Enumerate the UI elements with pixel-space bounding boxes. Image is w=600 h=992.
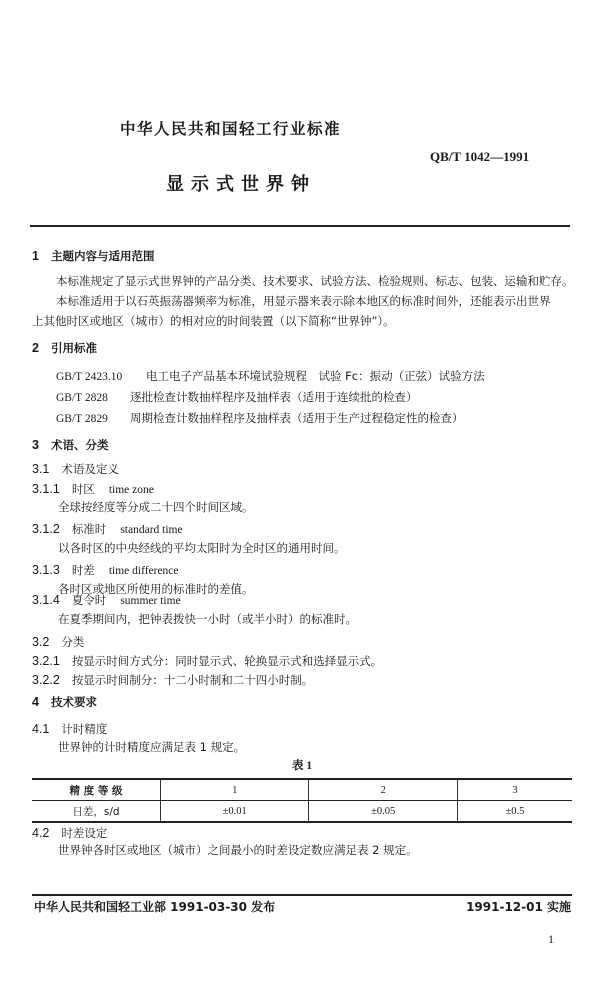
table-cell: 日差，s/d [32,801,161,823]
accuracy-table [32,778,572,823]
issuing-body-header: 中华人民共和国轻工行业标准 [120,120,342,138]
section-4-1-text: 世界钟的计时精度应满足表 1 规定。 [58,740,246,754]
table-caption: 表 1 [292,760,313,772]
section-1-para-1: 本标准规定了显示式世界钟的产品分类、技术要求、试验方法、检验规则、标志、包装、运输和贮存。 [56,274,574,288]
page-number: 1 [548,932,554,946]
document-title: 显示式世界钟 [166,174,316,195]
term-definition: 各时区或地区所使用的标准时的差值。 [58,582,254,596]
section-3-2-heading: 3.2 分类 [32,635,85,649]
table-header-cell: 2 [309,779,457,801]
effective-date: 1991-12-01 实施 [466,900,571,914]
standard-code: QB/T 1042—1991 [430,149,530,164]
section-4-2-heading: 4.2 时差设定 [32,826,108,840]
section-3-2-1: 3.2.1 按显示时间方式分：同时显示式、轮换显示式和选择显示式。 [32,654,383,668]
reference-item: GB/T 2829 周期检查计数抽样程序及抽样表（适用于生产过程稳定性的检查） [56,411,464,425]
reference-item: GB/T 2828 逐批检查计数抽样程序及抽样表（适用于连续批的检查） [56,390,418,404]
term-definition: 以各时区的中央经线的平均太阳时为全时区的通用时间。 [58,541,346,555]
section-3-1-heading: 3.1 术语及定义 [32,462,119,476]
footer-rule [32,894,572,896]
section-4-heading: 4 技术要求 [32,695,97,709]
term-definition: 在夏季期间内，把钟表拨快一小时（或半小时）的标准时。 [58,612,357,626]
section-1-para-2: 本标准适用于以石英振荡器频率为标准，用显示器来表示除本地区的标准时间外，还能表示出世界 [56,294,551,308]
table-cell: ±0.05 [309,801,457,823]
table-header-row [32,779,572,801]
reference-item: GB/T 2423.10 电工电子产品基本环境试验规程 试验 Fc：振动（正弦）试验方法 [56,369,485,383]
header-rule [30,225,570,227]
term-heading: 3.1.4 夏令时 summer time [32,593,181,607]
table-cell: ±0.5 [457,801,572,823]
section-2-heading: 2 引用标准 [32,341,97,355]
term-heading: 3.1.2 标准时 standard time [32,522,183,536]
table-header-cell: 3 [457,779,572,801]
table-row [32,801,572,823]
section-1-para-2-cont: 上其他时区或地区（城市）的相对应的时间装置（以下简称“世界钟”）。 [32,314,395,328]
term-definition: 全球按经度等分成二十四个时间区域。 [58,500,254,514]
section-4-2-text: 世界钟各时区或地区（城市）之间最小的时差设定数应满足表 2 规定。 [58,843,418,857]
issue-date: 中华人民共和国轻工业部 1991-03-30 发布 [34,900,276,914]
term-heading: 3.1.3 时差 time difference [32,563,179,577]
table-cell: ±0.01 [161,801,309,823]
section-3-2-2: 3.2.2 按显示时间制分：十二小时制和二十四小时制。 [32,673,314,687]
table-header-cell: 1 [161,779,309,801]
section-1-heading: 1 主题内容与适用范围 [32,249,155,263]
term-heading: 3.1.1 时区 time zone [32,482,154,496]
section-3-heading: 3 术语、分类 [32,438,109,452]
table-header-cell: 精 度 等 级 [32,779,161,801]
section-4-1-heading: 4.1 计时精度 [32,722,108,736]
